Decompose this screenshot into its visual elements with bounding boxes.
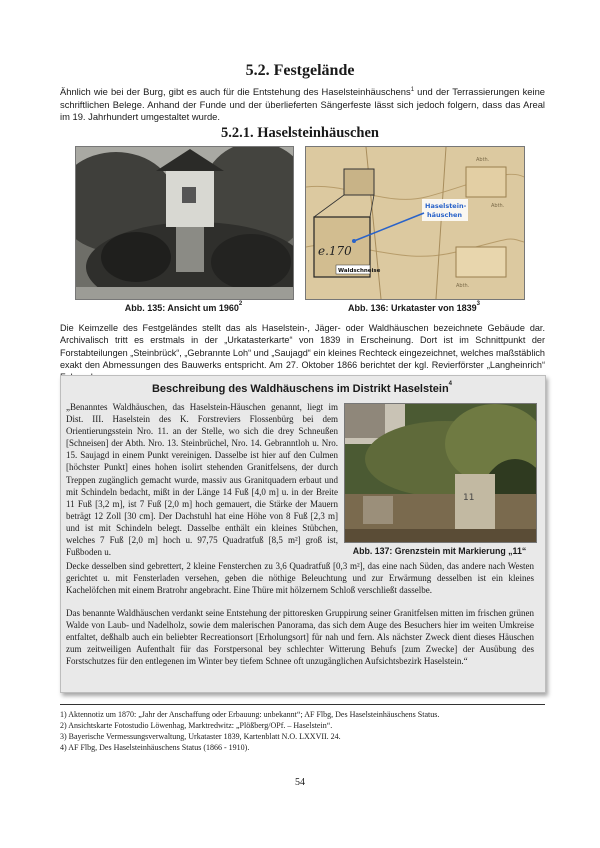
map-label-waldschneise: Waldschneise xyxy=(338,268,381,274)
map-label-house-1: Haselstein- xyxy=(425,202,467,210)
footnote-2: 2) Ansichtskarte Fotostudio Löwenhag, Marktredwitz: „Plößberg/OPf. – Haselstein“. xyxy=(60,721,333,730)
svg-text:Abth.: Abth. xyxy=(491,203,505,209)
footnote-3: 3) Bayerische Vermessungsverwaltung, Urkataster 1839, Kartenblatt N.O. LXXVII. 24. xyxy=(60,732,341,741)
footnote-1: 1) Aktennotiz um 1870: „Jahr der Anschaffung oder Erbauung: unbekannt“; AF Flbg, Des Haselsteinhäuschens Status. xyxy=(60,710,440,719)
figure-caption-135: Abb. 135: Ansicht um 1960$^2$ xyxy=(124,301,243,313)
figure-caption-137: Abb. 137: Grenzstein mit Markierung „11“ xyxy=(352,546,527,556)
body-paragraph: Die Keimzelle des Festgeländes stellt das als Haselstein-, Jäger- oder Waldhäuschen bezeichnete Gebäude dar. Archivalisch tritt es erstmals in der „Urkatasterkarte“ von 1839 in Erscheinung. Dort ist im Schnittpunkt der Forstabteilungen „Steinbrück“, „Gebrannte Loh“ und „Saujagd“ ein kleines Rechteck eingezeichnet, welches maßstäblich exakt den Abmessungen des Bauwerks entspricht. Am 27. Oktober 1866 berichtet der kgl. Revierförster „Langheinrich“ xyxy=(60,323,545,370)
intro-paragraph: Ähnlich wie bei der Burg, gibt es auch für die Entstehung des Haselsteinhäuschens$^1$ und der Terrassierungen keine schriftlichen Belege. Anhand der Funde und der überlieferten Sängerfeste lässt sich jedoch folgern, dass das Areal im 19. Jahrhundert umgestaltet wurde. xyxy=(60,86,545,123)
section-heading: 5.2. Festgelände xyxy=(245,62,355,79)
svg-text:Abth.: Abth. xyxy=(456,283,470,289)
svg-text:Abth.: Abth. xyxy=(476,157,490,163)
quote-box-title: Beschreibung des Waldhäuschens im Distrikt Haselstein$^4$ xyxy=(151,381,453,395)
photo-boundary-stone xyxy=(344,403,537,543)
quote-text-part-b: Decke desselben sind gebrettert, 2 kleine Fensterchen zu 3,6 Quadratfuß [0,3 m²], das eine nach Süden, das andere nach Westen gerichtet u. mit Fensterladen versehen, geben die nöthige Beleuchtung und zur Erwärmung desselben ist ein kleines Kachelöfchen mit einem Bratrohr angebracht. Eine Thüre mit hölzernem Schloß verschließt dasselbe. xyxy=(66,561,534,596)
subsection-heading: 5.2.1. Haselsteinhäuschen xyxy=(221,125,379,141)
quote-text-part-c: Das benannte Waldhäuschen verdankt seine Entstehung der pittoresken Gruppirung seiner Granitfelsen mitten im frischen grünen Walde von Laub- und Nadelholz, sowie dem malerischen Panorama, das sich dem Auge des Besuchers hier im weiten Umkreise entfaltet, deßhalb auch ein beliebter Recreationsort [Erholungsort] für nah und fern. Als nächster Zweck dient dieses Häuschen zum zeitweiligen Aufenthalt für das Forstpersonal bey schlechter Witterung Behufs [zum Zwecke] der Ausübung des Forstschutzes für den entlegenen im Winter bey tiefem Schnee oft unzugänglichen Aufsichtsbezirk Haselstein.“ xyxy=(66,608,534,667)
map-label-house-2: häuschen xyxy=(427,211,463,219)
map-cadastral-1839 xyxy=(305,146,525,300)
page-number: 54 xyxy=(295,777,305,788)
figure-caption-136: Abb. 136: Urkataster von 1839$^3$ xyxy=(348,301,480,313)
footnote-4: 4) AF Flbg, Des Haselsteinhäuschens Status (1866 - 1910). xyxy=(60,743,250,752)
stone-marking: 11 xyxy=(463,493,475,503)
quote-text-part-a: „Benanntes Waldhäuschen, das Haselstein-Häuschen genannt, liegt im Dist. III. Haselstein des K. Forstreviers Flossenbürg bei dem Orientierungsstein Nro. 11. an der Stelle, wo sich die drey Schneußen [Schneisen] der Abth. Nro. 13. Steinbrüchel, Nro. 14. Gebranntloh u. Nro. 15. Saujagd in einem Punkt vereinigen. Dasselbe ist hier auf den Culmen [höchster Punkt] eines hohen isolirt stehenden Granitfelsens, der durch Treppen zugänglich gemacht wurde, massiv aus Granitquadern erbaut und mit Schindeln bedacht, mißt in der Länge 14 Fuß [4,0 m] u. in der Breite 11 Fuß [3,2 m], ist 7 Fuß [2,0 m] hoch gemauert, die Stärke der Mauern beträgt 12 Zoll [30 cm]. Der Dachstuhl hat eine Höhe von 8 Fuß [2,3 m] und ist mit Schindeln belegt. Dasselbe enthält ein kleines Stübchen, welches 7 Fuß [2,0 m] hoch u. 97,75 Quadratfuß [8,5 m²] groß ist, Fußboden u. xyxy=(66,402,338,558)
map-parcel-number: e.170 xyxy=(318,244,352,258)
photo-historic-view xyxy=(75,146,294,300)
footnote-divider xyxy=(60,704,545,705)
